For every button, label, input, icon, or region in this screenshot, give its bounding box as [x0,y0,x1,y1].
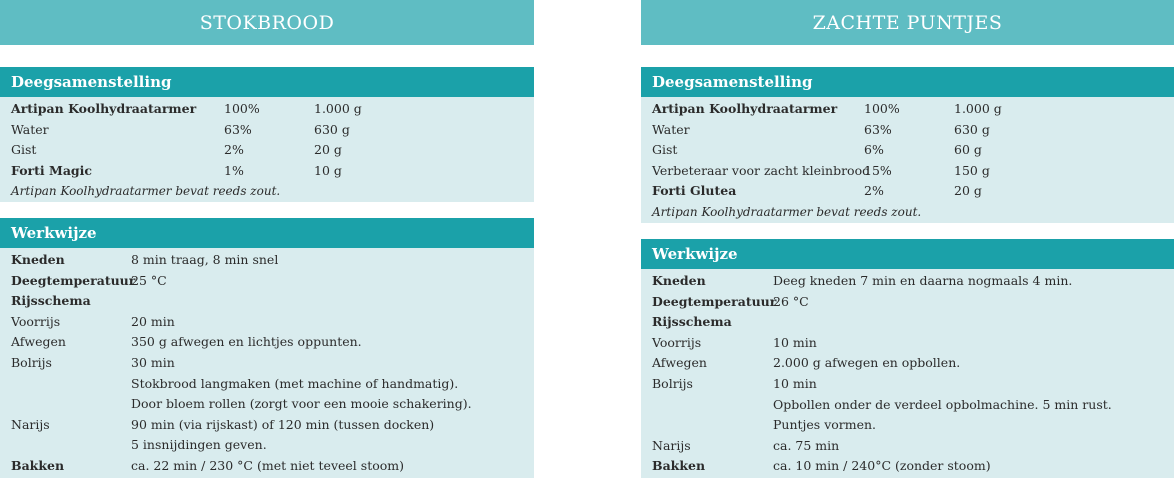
method-list [641,269,1174,477]
method-label: Afwegen [652,355,707,371]
section-heading: Werkwijze [641,239,1174,269]
ingredient-percentage: 2% [864,183,884,199]
ingredient-name: Gist [11,142,37,158]
method-row [0,291,534,312]
method-row [641,395,1174,416]
method-value: ca. 22 min / 230 °C (met niet teveel stoom) [131,457,404,473]
ingredient-row [0,99,534,120]
method-label: Bolrijs [11,354,52,370]
ingredient-percentage: 6% [864,142,884,158]
ingredient-name: Forti Magic [11,162,93,178]
ingredient-row [0,140,534,161]
method-label: Bakken [11,457,65,473]
method-row [641,436,1174,457]
recipe-zachte-puntjes [641,0,1174,474]
ingredient-name: Gist [652,142,678,158]
method-row [0,415,534,436]
method-value: ca. 10 min / 240°C (zonder stoom) [773,458,991,474]
ingredient-row [641,161,1174,182]
recipe-title: ZACHTE PUNTJES [812,11,1003,34]
ingredient-percentage: 63% [224,121,252,137]
method-label: Bakken [652,458,706,474]
method-row [641,415,1174,436]
method-row [641,271,1174,292]
method-row [0,250,534,271]
dough-note-text: Artipan Koolhydraatarmer bevat reeds zout. [652,204,922,219]
ingredient-amount: 60 g [954,142,982,158]
section-heading: Deegsamenstelling [641,67,1174,97]
method-value: Opbollen onder de verdeel opbolmachine. 5 min rust. [773,396,1112,412]
method-row [0,353,534,374]
method-row [641,292,1174,313]
method-label: Deegtemperatuur [652,293,777,309]
method-row [641,333,1174,354]
ingredient-list [641,97,1174,223]
ingredient-row [0,120,534,141]
dough-note-text: Artipan Koolhydraatarmer bevat reeds zout. [11,184,281,199]
method-row [0,374,534,395]
ingredient-name: Forti Glutea [652,183,737,199]
dough-note [641,202,1174,223]
section-heading: Werkwijze [0,218,534,248]
ingredient-amount: 150 g [954,162,990,178]
ingredient-name: Water [652,121,690,137]
method-label: Rijsschema [652,314,732,330]
method-value: 26 °C [773,293,809,309]
method-row [0,332,534,353]
ingredient-percentage: 1% [224,162,244,178]
method-value: ca. 75 min [773,437,840,453]
ingredient-name: Artipan Koolhydraatarmer [652,101,838,116]
ingredient-percentage: 15% [864,162,892,178]
ingredient-percentage: 63% [864,121,892,137]
method-label: Rijsschema [11,293,91,309]
recipe-title-band [0,0,534,45]
method-value: 90 min (via rijskast) of 120 min (tussen docken) [131,416,435,432]
method-row [0,394,534,415]
recipe-stokbrood [0,0,534,473]
method-label: Bolrijs [652,375,693,391]
method-value: 350 g afwegen en lichtjes oppunten. [131,334,362,350]
ingredient-row [641,99,1174,120]
section-heading: Deegsamenstelling [0,67,534,97]
recipe-title: STOKBROOD [199,11,335,34]
method-row [641,456,1174,477]
ingredient-name: Verbeteraar voor zacht kleinbrood [652,162,871,178]
method-label: Deegtemperatuur [11,272,136,288]
method-label: Narijs [652,437,691,453]
method-label: Voorrijs [652,334,702,350]
recipe-title-band [641,0,1174,45]
method-row [0,456,534,477]
method-value: Stokbrood langmaken (met machine of handmatig). [131,375,459,391]
ingredient-row [0,161,534,182]
ingredient-name: Artipan Koolhydraatarmer [11,101,197,116]
method-value: 25 °C [131,272,167,288]
ingredient-amount: 20 g [314,142,342,158]
ingredient-amount: 630 g [314,121,350,137]
ingredient-row [641,120,1174,141]
ingredient-percentage: 100% [224,101,260,116]
ingredient-amount: 1.000 g [314,101,362,116]
method-row [0,312,534,333]
method-list [0,248,534,477]
ingredient-amount: 20 g [954,183,982,199]
method-value: 5 insnijdingen geven. [131,437,267,453]
method-section [641,239,1174,478]
ingredient-percentage: 2% [224,142,244,158]
ingredient-amount: 630 g [954,121,990,137]
method-value: 10 min [773,375,817,391]
method-value: Deeg kneden 7 min en daarna nogmaals 4 min. [773,273,1073,288]
ingredient-percentage: 100% [864,101,900,116]
method-value: Puntjes vormen. [773,417,877,433]
method-label: Voorrijs [11,313,61,329]
method-label: Afwegen [11,334,66,350]
method-row [641,374,1174,395]
method-row [641,312,1174,333]
ingredient-row [641,140,1174,161]
method-value: 2.000 g afwegen en opbollen. [773,355,961,371]
ingredient-amount: 10 g [314,162,342,178]
method-label: Kneden [11,252,65,267]
dough-note [0,181,534,202]
method-value: 20 min [131,313,175,329]
method-value: Door bloem rollen (zorgt voor een mooie schakering). [131,396,472,412]
method-value: 30 min [131,354,175,370]
method-row [0,271,534,292]
method-section [0,218,534,478]
method-label: Narijs [11,416,50,432]
method-label: Kneden [652,273,706,288]
ingredient-amount: 1.000 g [954,101,1002,116]
dough-composition-section [641,67,1174,223]
dough-composition-section [0,67,534,202]
method-row [641,353,1174,374]
method-value: 10 min [773,334,817,350]
ingredient-list [0,97,534,202]
method-value: 8 min traag, 8 min snel [131,252,279,267]
ingredient-row [641,181,1174,202]
method-row [0,435,534,456]
ingredient-name: Water [11,121,49,137]
